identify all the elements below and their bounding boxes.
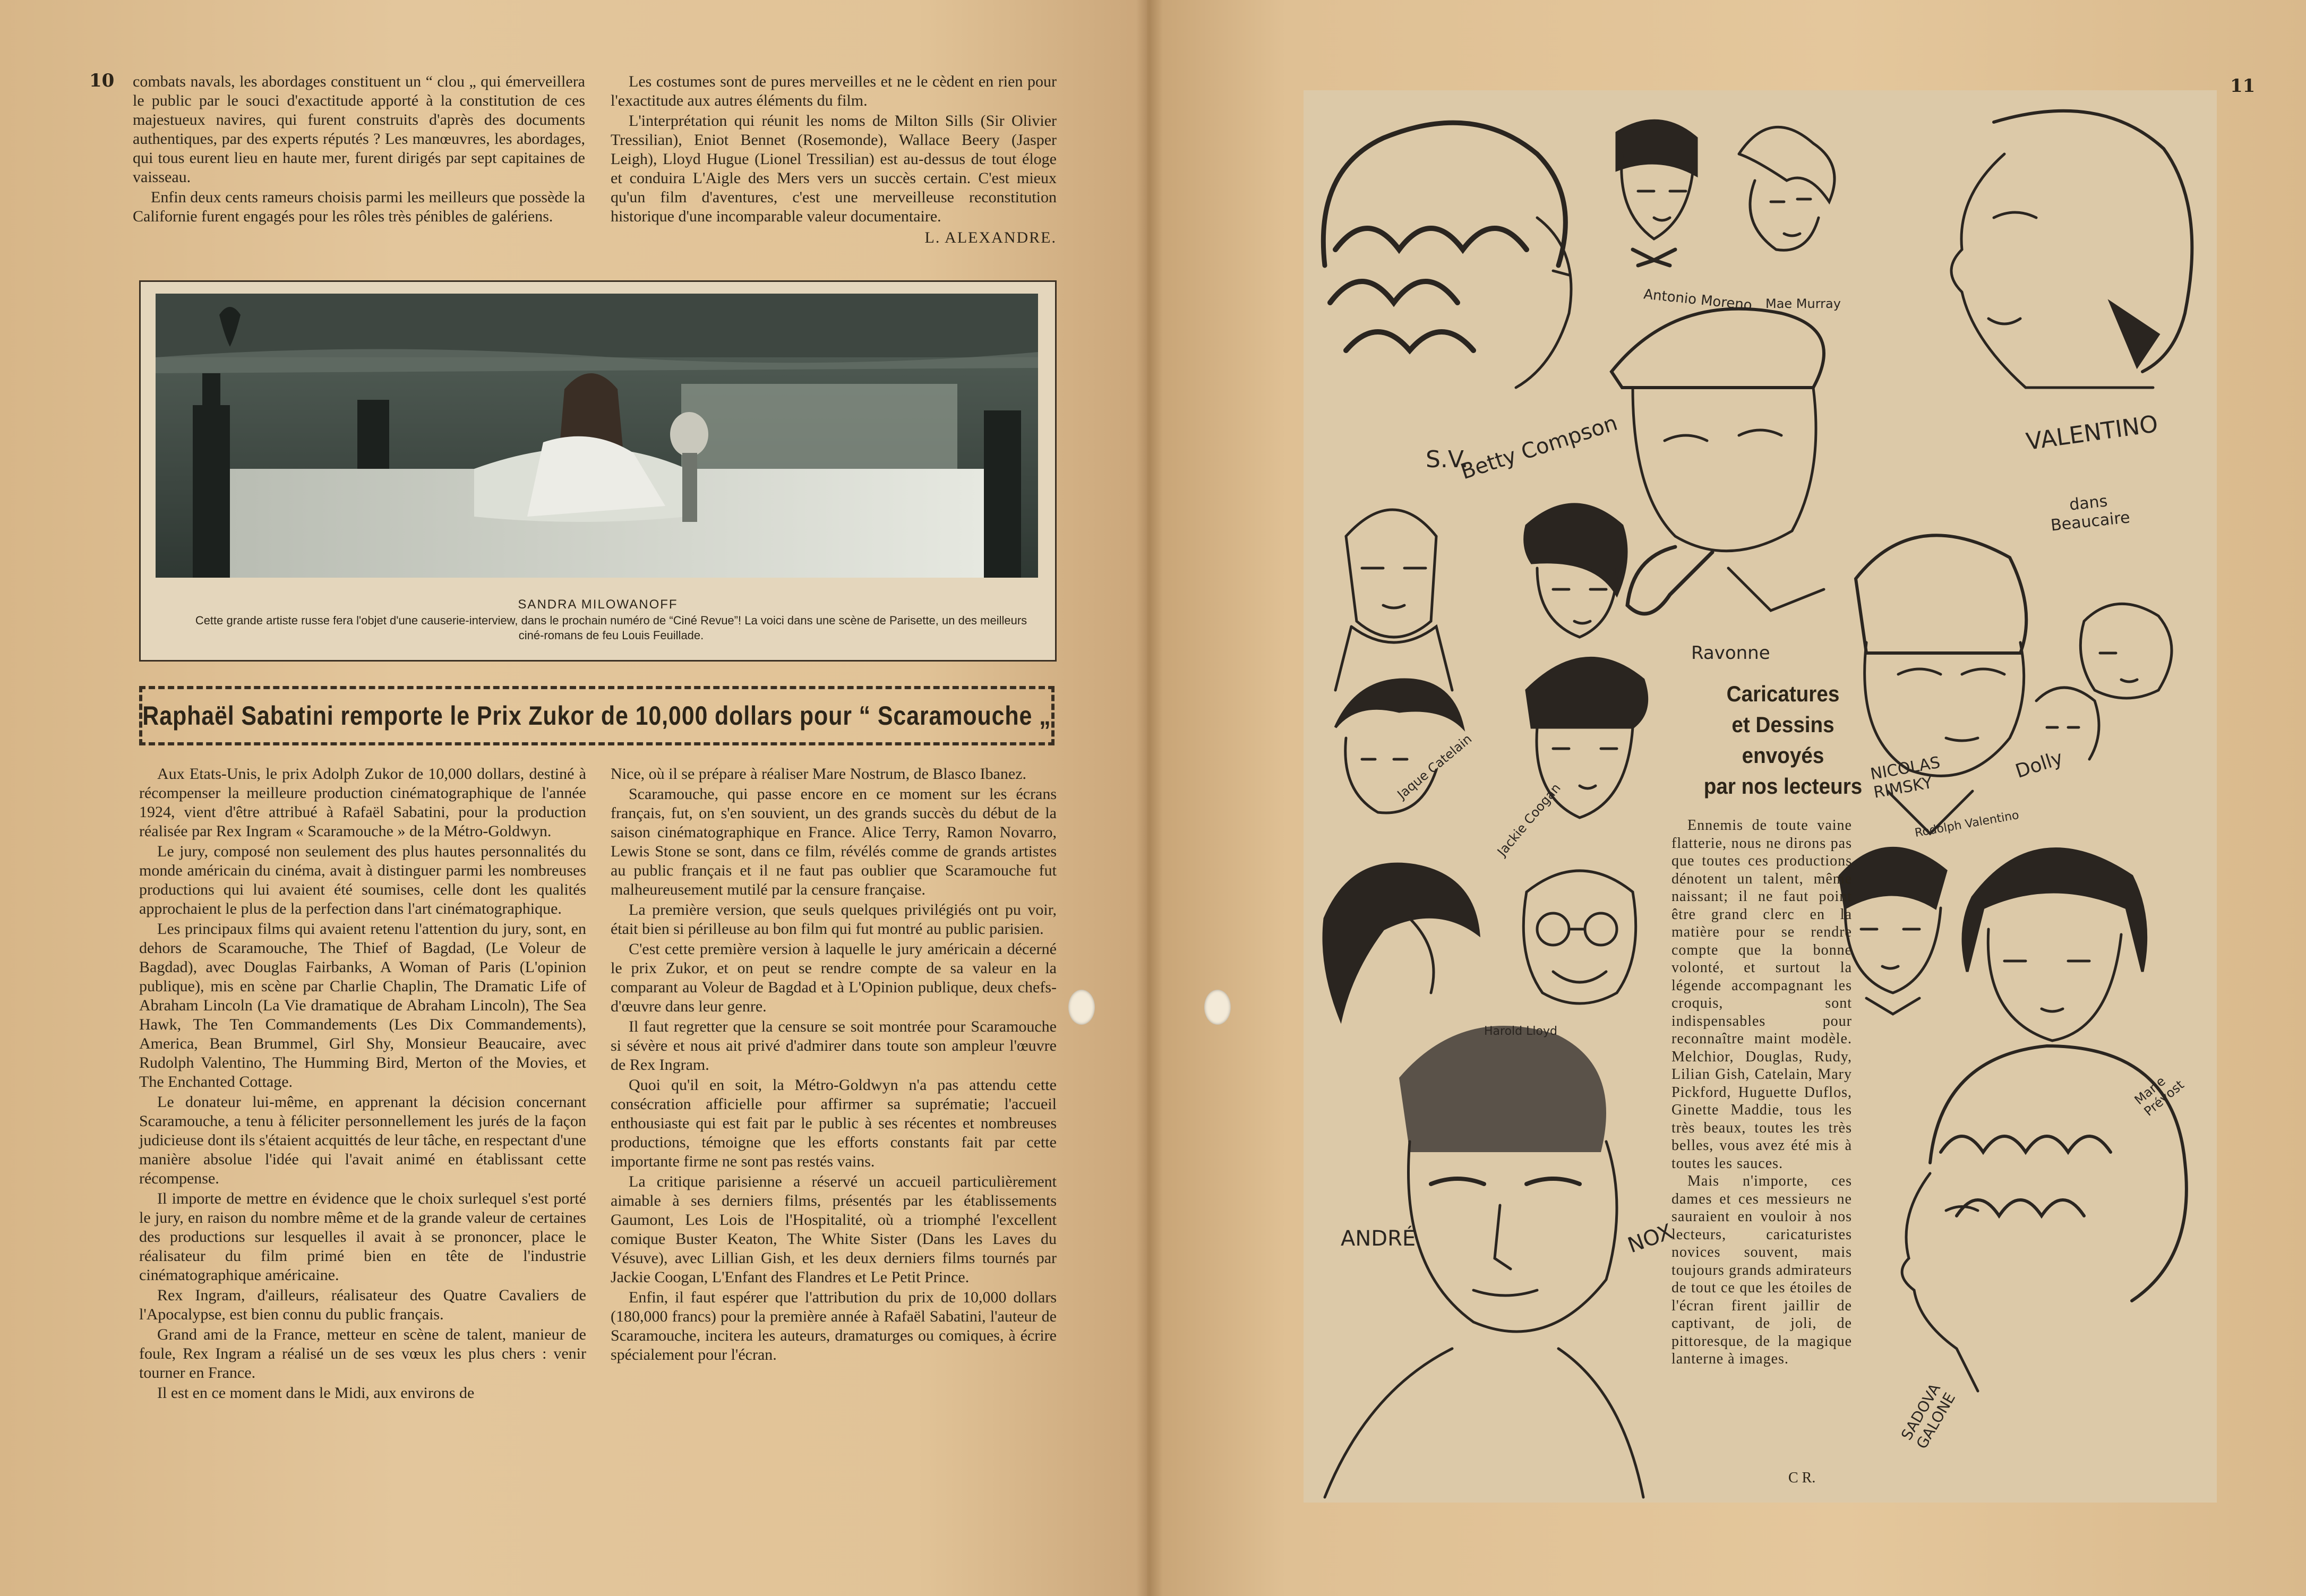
label-dans-beaucaire: dans Beaucaire — [2050, 492, 2131, 535]
sketch-profile-woman — [1951, 111, 2192, 388]
caricatures-title — [1681, 679, 1885, 802]
sketch-andre-nox — [1325, 1026, 1643, 1497]
sketch-dark-bob-woman — [1324, 864, 1479, 1019]
page-number-right: 11 — [2230, 75, 2256, 97]
sketch-mae-murray — [1739, 127, 1834, 250]
paragraph: Il importe de mettre en évidence que le choix surlequel s'est porté le jury, en raison du nombre même et de la grande valeur de certaines des productions sur lesquelles il avait à se prononcer, place le réalisateur du film primé bien en tête de l'industrie cinématographique américaine. — [139, 1190, 586, 1284]
sketch-harold-lloyd — [1523, 871, 1635, 1003]
film-still-frame — [139, 280, 1057, 662]
sketch-man-with-pipe — [1611, 309, 1824, 614]
caricatures-title-line: Caricatures — [1726, 681, 1840, 706]
paragraph: Mais n'importe, ces dames et ces messieurs ne sauraient en vouloir à nos lecteurs, caricaturistes novices souvent, mais toujours grands admirateurs de tout ce que les étoiles de l'écran firent jaillir de captivant, de joli, de pittoresque, de la magique lanterne à images. — [1671, 1173, 1852, 1367]
caricatures-text — [1671, 817, 1852, 1368]
photo-caption: Cette grande artiste russe fera l'objet d'une causerie-interview, dans le prochain numéro de “Ciné Revue”! La voici dans une scène de Parisette, un des meilleurs ciné-romans de feu Louis Feuillade. — [195, 614, 1027, 642]
staple-hole-left — [1068, 990, 1095, 1025]
sketch-antonio-moreno — [1617, 121, 1696, 265]
label-jaque-catelain: Jaque Catelain — [1394, 731, 1475, 802]
article-col2-top — [611, 72, 1057, 247]
label-harold-lloyd: Harold Lloyd — [1484, 1025, 1557, 1038]
article-col1-body — [139, 765, 586, 1404]
label-andre: ANDRÉ — [1341, 1226, 1416, 1251]
label-antonio-moreno: Antonio Moreno — [1642, 286, 1753, 314]
paragraph: Ennemis de toute vaine flatterie, nous ne dirons pas que toutes ces productions dénotent un talent, même naissant; il ne faut point être grand clerc en la matière pour se rendre compte que la bonne volonté, et surtout la légende accompagnant les croquis, sont indispensables pour reconnaître maint modèle. Melchior, Douglas, Rudy, Lilian Gish, Catelain, Mary Pickford, Huguette Duflos, Ginette Maddie, tous les très beaux, toutes les très belles, vous avez été mis à toutes les sauces. — [1671, 817, 1852, 1172]
label-mae-murray: Mae Murray — [1765, 296, 1841, 311]
caricatures-signature: C R. — [1788, 1470, 1816, 1486]
author-signature: L. ALEXANDRE. — [924, 229, 1057, 246]
paragraph: C'est cette première version à laquelle le jury américain a décerné le prix Zukor, et on peut se rendre compte de sa valeur en la comparant au Voleur de Bagdad et à L'Opinion publique, deux chefs-d'œuvre dans leur genre. — [611, 940, 1057, 1015]
headline: Raphaël Sabatini remporte le Prix Zukor de 10,000 dollars pour “ Scaramouche „ — [142, 701, 1051, 731]
paragraph: Il faut regretter que la censure se soit montrée pour Scaramouche si sévère et nous ait privé d'admirer dans toute son ampleur l'œuvre de Rex Ingram. — [611, 1018, 1057, 1074]
article-col1-top — [133, 72, 585, 227]
paragraph: La critique parisienne a réservé un accueil particulièrement aimable à ses derniers films, présentés par les établissements Gaumont, Les Lois de l'Hospitalité, où a triomphé l'excellent comique Buster Keaton, The White Sister (Dans les Laves du Vésuve), avec Lillian Gish, et les deux derniers films tournés par Jackie Coogan, L'Enfant des Flandres et Le Petit Prince. — [611, 1173, 1057, 1286]
sketch-marie-prevost — [1963, 849, 2146, 1041]
label-nox: NOX — [1624, 1219, 1676, 1258]
label-sv: S.V. — [1426, 446, 1469, 473]
paragraph: Aux Etats-Unis, le prix Adolph Zukor de 10,000 dollars, destiné à récompenser la meilleure production cinématographique de l'année 1924, vient d'être attribué à Rafaël Sabatini, pour la production réalisée par Rex Ingram « Scaramouche » de la Métro-Goldwyn. — [139, 765, 586, 840]
label-sadova-galone: SADOVA GALONE — [1897, 1380, 1959, 1452]
staple-hole-right — [1204, 990, 1231, 1025]
paragraph: Grand ami de la France, metteur en scène de talent, manieur de foule, Rex Ingram a réalisé un de ses vœux les plus chers : venir tourner en France. — [139, 1326, 586, 1382]
sketch-nicolas-rimsky — [2036, 688, 2099, 759]
article-col2-body — [611, 765, 1057, 1366]
paragraph: Le jury, composé non seulement des plus hautes personnalités du monde américain du cinéma, avait à distinguer parmi les nombreuses productions qui lui avaient été soumises, celle dont les qualités approchaient le plus de la perfection dans l'art cinématographique. — [139, 843, 586, 917]
label-dolly: Dolly — [2012, 746, 2066, 783]
photo-credit: SANDRA MILOWANOFF — [518, 597, 678, 612]
label-rodolph-valentino: Rodolph Valentino — [1914, 808, 2020, 840]
paragraph: Enfin, il faut espérer que l'attribution du prix de 10,000 dollars (180,000 francs) pour la première année à Rafaël Sabatini, l'auteur de Scaramouche, incitera les auteurs, dramaturges ou comiques, à écrire spécialement pour l'écran. — [611, 1289, 1057, 1363]
paragraph: Le donateur lui-même, en apprenant la décision concernant Scaramouche, a tenu à féliciter personnellement les jurés de la façon judicieuse dont ils s'étaient acquittés de leur tâche, en respectant d'une manière absolue l'idée qui l'avait animé en établissant cette récompense. — [139, 1093, 586, 1187]
paragraph: Enfin deux cents rameurs choisis parmi les meilleurs que possède la Californie furent engagés pour les rôles très pénibles de galériens. — [133, 188, 585, 225]
caricatures-title-line: envoyés — [1742, 743, 1824, 768]
caricatures-title-line: et Dessins — [1731, 712, 1834, 737]
sketch-small-profile — [2080, 604, 2172, 698]
film-still-photo — [156, 294, 1038, 578]
paragraph: Rex Ingram, d'ailleurs, réalisateur des Quatre Cavaliers de l'Apocalypse, est bien connu du public français. — [139, 1286, 586, 1323]
caricatures-title-line: par nos lecteurs — [1703, 774, 1863, 799]
paragraph: combats navals, les abordages constituent un “ clou „ qui émerveillera le public par le souci d'exactitude apporté à la constitution de ces majestueux navires, qui furent construits d'après des documents authentiques, par des experts réputés ? Les manœuvres, les abordages, qui tous eurent lieu en haute mer, furent dirigés par sept capitaines de vaisseau. — [133, 73, 585, 186]
label-betty-compson: Betty Compson — [1458, 410, 1621, 485]
sketch-bob-woman — [1525, 504, 1626, 637]
label-nicolas-rimsky: NICOLAS RIMSKY — [1868, 753, 1942, 802]
paragraph: Quoi qu'il en soit, la Métro-Goldwyn n'a pas attendu cette consécration afficielle pour affirmer sa suprématie; l'accueil enthousiaste qui est fait par le public à ses récentes et nombreuses productions, témoigne que les efforts constants fait par cette importante firme ne sont pas restés vains. — [611, 1076, 1057, 1170]
page-number-left: 10 — [89, 70, 115, 91]
sketch-man-left — [1335, 510, 1452, 690]
label-valentino: VALENTINO — [2024, 410, 2160, 456]
paragraph: La première version, que seuls quelques privilégiés ont pu voir, était bien si périlleuse au bon film qui fut montré au public parisien. — [611, 901, 1057, 938]
headline-box — [139, 686, 1055, 745]
paragraph: Il est en ce moment dans le Midi, aux environs de — [157, 1384, 475, 1402]
sketch-rodolph-valentino — [1840, 848, 1946, 1014]
paragraph: Les principaux films qui avaient retenu l'attention du jury, sont, en dehors de Scaramouche, The Thief of Bagdad, (Le Voleur de Bagdad), avec Douglas Fairbanks, A Woman of Paris (L'opinion publique), mis en scène par Charlie Chaplin, The Dramatic Life of Abraham Lincoln (La Vie dramatique de Abraham Lincoln), The Sea Hawk, The Ten Commandements (Les Dix Commandements), America, Bean Brummel, Girl Shy, Monsieur Beaucaire, avec Rudolph Valentino, The Humming Bird, Merton of the Movies, et The Enchanted Cottage. — [139, 920, 586, 1091]
paragraph: Les costumes sont de pures merveilles et ne le cèdent en rien pour l'exactitude aux autres éléments du film. — [611, 73, 1057, 109]
paragraph: Scaramouche, qui passe encore en ce moment sur les écrans français, fut, on s'en souvient, un des grands succès du début de la saison cinématographique en France. Alice Terry, Ramon Novarro, Lewis Stone se sont, dans ce film, révélés comme de grands artistes au public français et il ne faut pas oublier que Scaramouche fut malheureusement mutilé par la censure française. — [611, 785, 1057, 898]
paragraph: L'interprétation qui réunit les noms de Milton Sills (Sir Olivier Tressilian), Eniot Bennet (Rosemonde), Wallace Beery (Jasper Leigh), Lloyd Hugue (Lionel Tressilian) est au-dessus de tout éloge et conduira L'Aigle des Mers vers un succès certain. C'est mieux qu'un film d'aventures, c'est une merveilleuse reconstitution historique d'une incomparable valeur documentaire. — [611, 112, 1057, 225]
label-marie-prevost: Marie Prévost — [2131, 1073, 2187, 1119]
label-jackie-coogan: Jackie Coogan — [1494, 780, 1564, 859]
sketch-wavy-hair-woman — [1323, 123, 1571, 388]
label-ravonne: Ravonne — [1691, 642, 1770, 664]
paragraph: Nice, où il se prépare à réaliser Mare Nostrum, de Blasco Ibanez. — [611, 765, 1027, 783]
binding-gutter — [1136, 0, 1163, 1596]
